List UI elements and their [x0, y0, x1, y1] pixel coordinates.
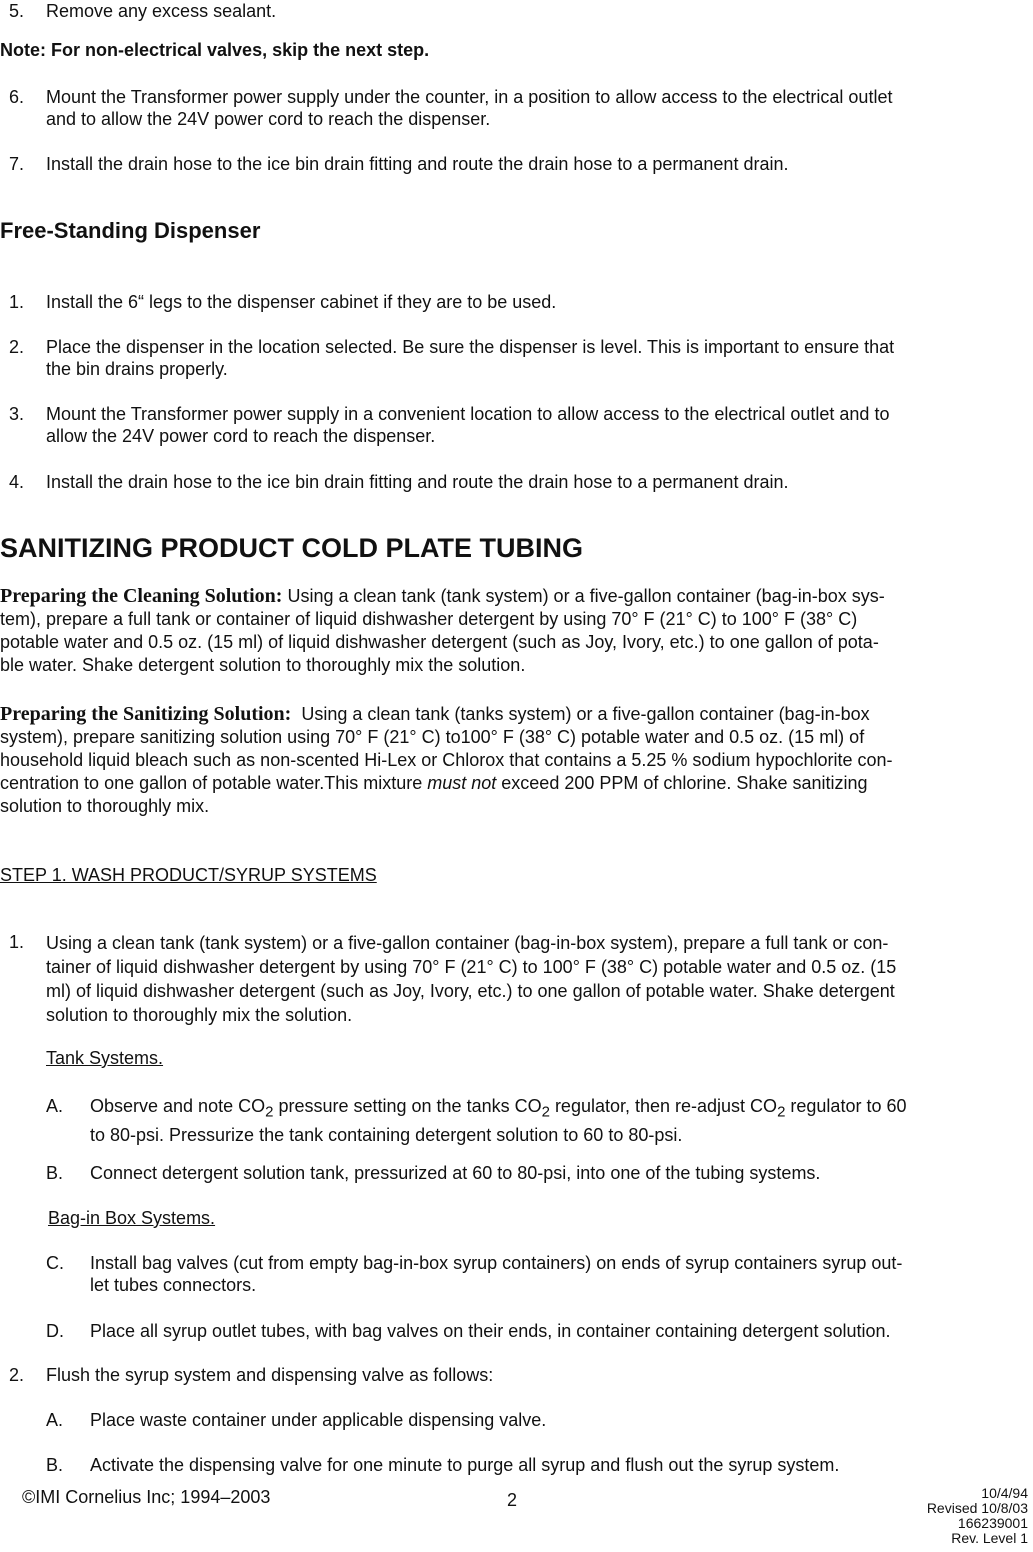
step-line: solution to thoroughly mix the solution.: [46, 1005, 353, 1025]
subheading-tank-systems: Tank Systems.: [46, 1048, 164, 1068]
footer-revised: Revised 10/8/03: [926, 1500, 1028, 1516]
text-run: pressure setting on the tanks CO: [273, 1096, 542, 1116]
emphasis-text: must not: [427, 773, 497, 793]
step-line: Mount the Transformer power supply under the counter, in a position to allow access to the electrical outlet: [46, 87, 893, 107]
sub-step-letter: A.: [46, 1410, 64, 1430]
step-text: [46, 403, 1031, 447]
subscript: 2: [777, 1103, 786, 1121]
copyright-icon: ©: [22, 1487, 36, 1507]
para-line: solution to thoroughly mix.: [0, 796, 210, 816]
para-text: Using a clean tank (tank system) or a five-gallon container (bag-in-box sys-: [287, 586, 885, 606]
text-run: Observe and note CO: [90, 1096, 266, 1116]
para-line: [0, 585, 1030, 608]
sub-step-letter: D.: [46, 1321, 64, 1341]
step-line: to 80-psi. Pressurize the tank containing detergent solution to 60 to 80-psi.: [90, 1124, 683, 1145]
step-line: Install bag valves (cut from empty bag-in-box syrup containers) on ends of syrup containers syrup out-: [90, 1253, 903, 1273]
step-line: Using a clean tank (tank system) or a five-gallon container (bag-in-box system), prepare a full tank or con-: [46, 933, 889, 953]
page-number: 2: [507, 1490, 518, 1510]
sub-step-text: [90, 1252, 1032, 1296]
para-line: [0, 703, 1030, 726]
paragraph-lead: Preparing the Sanitizing Solution:: [0, 703, 292, 725]
subscript: 2: [265, 1103, 274, 1121]
note: Note: For non-electrical valves, skip the next step.: [0, 40, 430, 60]
step-number: 2.: [9, 337, 25, 357]
step-number: 5.: [9, 1, 25, 21]
step-line: ml) of liquid dishwasher detergent (such as Joy, Ivory, etc.) to one gallon of potable water. Shake detergent: [46, 981, 895, 1001]
subscript: 2: [541, 1103, 550, 1121]
para-line: system), prepare sanitizing solution using 70° F (21° C) to100° F (38° C) potable water and 0.5 oz. (15 ml) of: [0, 727, 865, 747]
sub-step-letter: B.: [46, 1455, 64, 1475]
footer-doc-number: 166239001: [957, 1515, 1028, 1531]
para-line: [0, 772, 1030, 795]
para-line: household liquid bleach such as non-scented Hi-Lex or Chlorox that contains a 5.25 % sodium hypochlorite con-: [0, 750, 893, 770]
footer-revision-block: [927, 1486, 1028, 1546]
para-line: tem), prepare a full tank or container of liquid dishwasher detergent by using 70° F (21° C) to 100° F (38° C): [0, 609, 858, 629]
step-line: Place the dispenser in the location selected. Be sure the dispenser is level. This is important to ensure that: [46, 337, 895, 357]
major-heading: SANITIZING PRODUCT COLD PLATE TUBING: [0, 533, 583, 563]
step-number: 6.: [9, 87, 25, 107]
footer-date: 10/4/94: [981, 1485, 1028, 1501]
step-number: 1.: [9, 932, 25, 952]
step-line: the bin drains properly.: [46, 359, 228, 379]
cleaning-solution-paragraph: [0, 585, 1030, 677]
para-text: Using a clean tank (tanks system) or a five-gallon container (bag-in-box: [301, 704, 870, 724]
sub-step-letter: A.: [46, 1096, 64, 1116]
sub-step-letter: B.: [46, 1163, 64, 1183]
para-text: exceed 200 PPM of chlorine. Shake sanitizing: [496, 773, 868, 793]
text-run: regulator, then re-adjust CO: [549, 1096, 778, 1116]
sub-step-text: Activate the dispensing valve for one minute to purge all syrup and flush out the syrup system.: [90, 1455, 840, 1475]
footer-copyright: [22, 1487, 270, 1508]
para-line: ble water. Shake detergent solution to thoroughly mix the solution.: [0, 655, 526, 675]
step-line: [90, 1095, 1032, 1124]
step-line: Mount the Transformer power supply in a convenient location to allow access to the electrical outlet and to: [46, 404, 890, 424]
step-number: 3.: [9, 404, 25, 424]
step-number: 7.: [9, 154, 25, 174]
section-heading: Free-Standing Dispenser: [0, 218, 261, 243]
step-text: [46, 86, 1031, 130]
step-number: 4.: [9, 472, 25, 492]
step-line: and to allow the 24V power cord to reach the dispenser.: [46, 109, 491, 129]
step-number: 1.: [9, 292, 25, 312]
sub-step-text: Place all syrup outlet tubes, with bag valves on their ends, in container containing detergent solution.: [90, 1321, 891, 1341]
footer-rev-level: Rev. Level 1: [951, 1530, 1028, 1546]
sub-step-text: [90, 1095, 1032, 1146]
step-text: Install the 6“ legs to the dispenser cabinet if they are to be used.: [46, 292, 557, 312]
text-run: regulator to 60: [785, 1096, 907, 1116]
step-heading: STEP 1. WASH PRODUCT/SYRUP SYSTEMS: [0, 865, 377, 885]
paragraph-lead: Preparing the Cleaning Solution:: [0, 585, 283, 607]
step-text: Install the drain hose to the ice bin drain fitting and route the drain hose to a permanent drain.: [46, 154, 789, 174]
para-line: potable water and 0.5 oz. (15 ml) of liquid dishwasher detergent (such as Joy, Ivory, etc.) to one gallon of pota-: [0, 632, 879, 652]
step-line: allow the 24V power cord to reach the dispenser.: [46, 426, 436, 446]
sub-step-text: Connect detergent solution tank, pressurized at 60 to 80-psi, into one of the tubing systems.: [90, 1163, 821, 1183]
step-number: 2.: [9, 1365, 25, 1385]
sub-step-text: Place waste container under applicable dispensing valve.: [90, 1410, 547, 1430]
sanitizing-solution-paragraph: [0, 703, 1030, 818]
step-line: tainer of liquid dishwasher detergent by using 70° F (21° C) to 100° F (38° C) potable water and 0.5 oz. (15: [46, 957, 897, 977]
step-text: [46, 931, 1031, 1027]
step-text: Flush the syrup system and dispensing valve as follows:: [46, 1365, 494, 1385]
step-text: Remove any excess sealant.: [46, 1, 277, 21]
step-line: let tubes connectors.: [90, 1275, 257, 1295]
step-text: [46, 336, 1031, 380]
subheading-bag-in-box: Bag-in Box Systems.: [48, 1208, 216, 1228]
sub-step-letter: C.: [46, 1253, 64, 1273]
step-text: Install the drain hose to the ice bin drain fitting and route the drain hose to a permanent drain.: [46, 472, 789, 492]
copyright-text: IMI Cornelius Inc; 1994–2003: [35, 1487, 271, 1507]
para-text: centration to one gallon of potable water.This mixture: [0, 773, 428, 793]
